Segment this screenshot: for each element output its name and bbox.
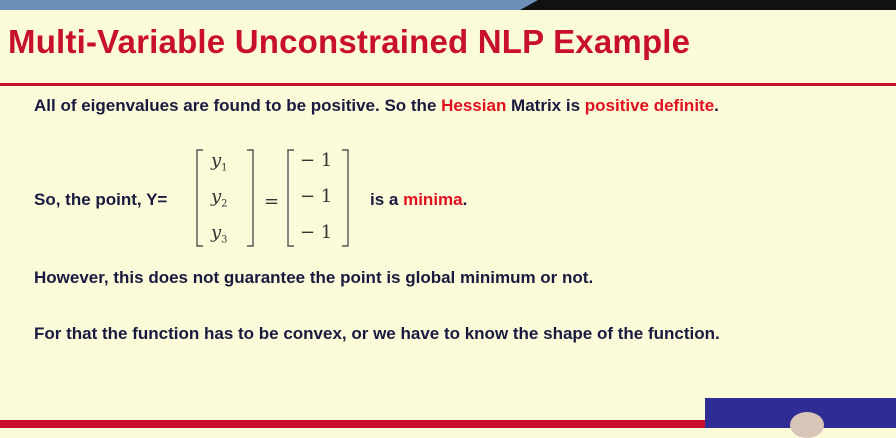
matrix-value-3: − 1	[300, 222, 333, 243]
matrix-var-y2: $y_2$	[211, 186, 228, 210]
minima-statement	[370, 190, 467, 210]
convexity-note: For that the function has to be convex, or we have to know the shape of the function.	[34, 324, 720, 343]
positive-definite-word: positive definite	[584, 96, 715, 115]
statement-middle: Matrix is	[506, 96, 585, 115]
equals-sign: =	[264, 191, 280, 212]
hessian-word: Hessian	[441, 96, 507, 115]
top-bar-accent	[0, 0, 520, 10]
statement-prefix: All of eigenvalues are found to be positive. So the	[34, 96, 442, 115]
statement-suffix: .	[714, 96, 719, 115]
matrix-value-2: − 1	[300, 186, 333, 207]
slide	[0, 10, 896, 420]
minima-word: minima	[403, 190, 463, 209]
variable-matrix	[195, 148, 255, 248]
presenter-avatar	[790, 412, 824, 438]
eigenvalue-statement	[34, 96, 719, 116]
minima-prefix: is a	[370, 190, 404, 209]
top-bar	[0, 0, 896, 10]
matrix-var-y3: $y_3$	[211, 222, 228, 246]
global-minimum-note: However, this does not guarantee the point is global minimum or not.	[34, 268, 594, 287]
equation-label: So, the point, Y=	[34, 190, 168, 209]
matrix-var-y1: $y_1$	[211, 150, 228, 174]
title-rule	[0, 83, 896, 86]
slide-title: Multi-Variable Unconstrained NLP Example	[8, 23, 691, 60]
footer-red-bar	[0, 420, 705, 428]
matrix-value-1: − 1	[300, 150, 333, 171]
minima-suffix: .	[462, 190, 468, 209]
value-matrix	[286, 148, 350, 248]
